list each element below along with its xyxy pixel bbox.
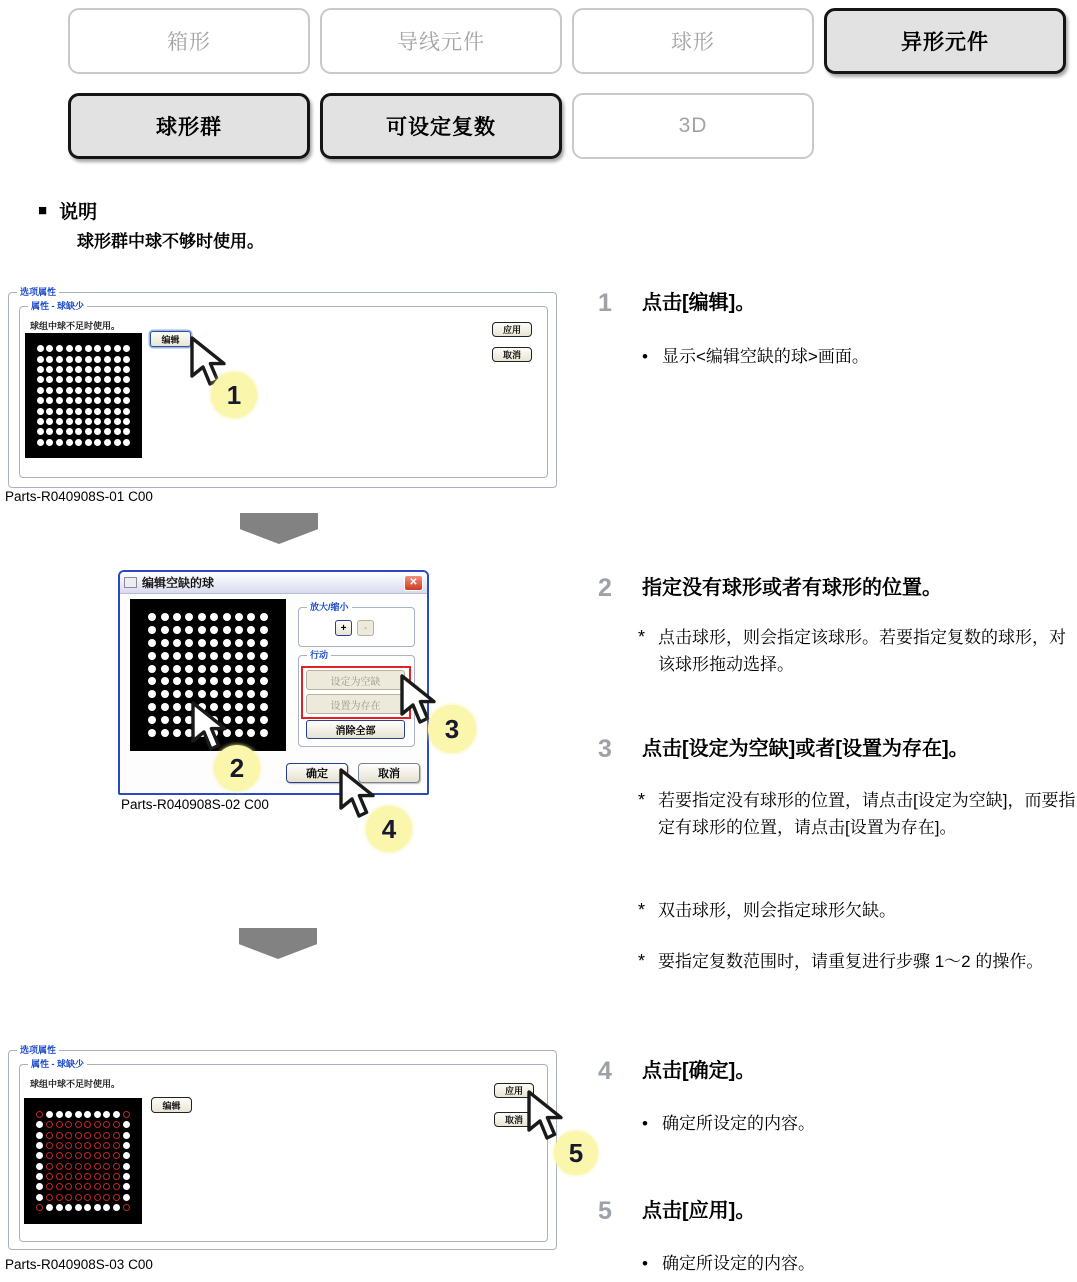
tab-3d[interactable]: 3D [572,93,814,159]
properties-panel-2 [8,1045,557,1250]
subpanel-group-label: 属性 - 球缺少 [28,301,87,312]
step-1 [598,290,755,317]
edit-missing-balls-dialog [118,570,429,795]
asterisk-icon: * [638,951,646,971]
step-title: 点击[应用]。 [642,1200,756,1222]
note-text: 确定所设定的内容。 [662,1114,815,1133]
callout-step-3: 3 [428,705,476,753]
asterisk-icon: * [638,790,646,810]
screenshot-caption-3: Parts-R040908S-03 C00 [5,1257,153,1272]
note-text: 若要指定没有球形的位置，请点击[设定为空缺]，而要指定有球形的位置，请点击[设置为存在]。 [658,791,1076,837]
step-5 [598,1198,755,1225]
bullet-icon: • [642,1254,648,1273]
clear-all-button[interactable]: 消除全部 [306,720,405,739]
step-2-note [638,624,1077,678]
description-heading-label: 说明 [59,202,98,223]
ok-button[interactable]: 确定 [286,763,348,783]
panel-group-label: 选项属性 [17,287,59,298]
step-4-note [642,1110,815,1137]
note-text: 确定所设定的内容。 [662,1254,815,1273]
step-2 [598,575,942,602]
step-4 [598,1058,755,1085]
dialog-titlebar [120,572,427,594]
step-3-note-3 [638,948,1077,975]
step-5-note [642,1250,815,1277]
window-icon [124,577,137,588]
step-3-note-1 [638,787,1077,841]
properties-panel-1 [8,287,557,488]
step-number: 1 [598,289,612,317]
subpanel-group-label: 属性 - 球缺少 [28,1059,87,1070]
step-number: 3 [598,735,612,763]
tab-multiple-settable[interactable]: 可设定复数 [320,93,562,159]
tab-sphere[interactable]: 球形 [572,8,814,74]
zoom-in-button[interactable]: + [335,620,352,636]
step-3 [598,736,969,763]
cancel-button[interactable]: 取消 [492,347,532,362]
asterisk-icon: * [638,627,646,647]
screenshot-caption-2: Parts-R040908S-02 C00 [121,797,269,812]
set-missing-button[interactable]: 设定为空缺 [306,670,405,690]
step-title: 点击[确定]。 [642,1060,756,1082]
bullet-icon: • [642,347,648,366]
screenshot-caption-1: Parts-R040908S-01 C00 [5,489,153,504]
step-number: 4 [598,1057,612,1085]
flow-down-arrow-icon [239,928,317,959]
description-heading [38,197,97,224]
tab-odd-form-component[interactable]: 异形元件 [824,8,1066,74]
callout-step-5: 5 [554,1131,598,1175]
tab-box-shape[interactable]: 箱形 [68,8,310,74]
callout-step-2: 2 [214,745,260,791]
note-text: 显示<编辑空缺的球>画面。 [662,347,869,366]
instruction-column [598,290,1077,1282]
tab-lead-component[interactable]: 导线元件 [320,8,562,74]
ball-grid-full[interactable] [25,333,142,458]
step-title: 点击[设定为空缺]或者[设置为存在]。 [642,738,969,760]
tab-sphere-group[interactable]: 球形群 [68,93,310,159]
note-text: 双击球形，则会指定球形欠缺。 [658,901,896,920]
panel-group-label: 选项属性 [17,1045,59,1056]
bullet-icon: • [642,1114,648,1133]
note-text: 要指定复数范围时，请重复进行步骤 1～2 的操作。 [658,952,1044,971]
step-title: 点击[编辑]。 [642,292,756,314]
square-bullet-icon: ■ [38,202,48,219]
apply-button[interactable]: 应用 [492,322,532,337]
step-number: 5 [598,1197,612,1225]
callout-step-4: 4 [366,806,412,852]
apply-button[interactable]: 应用 [494,1083,534,1098]
cancel-button[interactable]: 取消 [494,1112,534,1127]
zoom-out-button[interactable]: - [357,620,374,636]
panel-hint-text: 球组中球不足时使用。 [30,321,121,331]
step-title: 指定没有球形或者有球形的位置。 [642,577,942,599]
dialog-cancel-button[interactable]: 取消 [358,763,420,783]
step-1-note [642,343,869,370]
description-body: 球形群中球不够时使用。 [77,232,264,251]
step-3-note-2 [638,897,896,924]
panel-hint-text: 球组中球不足时使用。 [30,1079,121,1089]
edit-button[interactable]: 编辑 [151,1097,192,1113]
dialog-title: 编辑空缺的球 [142,575,215,590]
zoom-group [298,602,415,647]
close-icon[interactable]: ✕ [404,575,423,591]
asterisk-icon: * [638,900,646,920]
callout-step-1: 1 [211,372,257,418]
ball-grid-edited[interactable] [24,1098,142,1224]
step-number: 2 [598,574,612,602]
zoom-group-label: 放大/缩小 [307,602,352,613]
note-text: 点击球形，则会指定该球形。若要指定复数的球形，对该球形拖动选择。 [658,628,1066,674]
flow-down-arrow-icon [240,513,318,544]
edit-button[interactable]: 编辑 [150,331,191,347]
set-present-button[interactable]: 设置为存在 [306,694,405,714]
action-group-label: 行动 [307,650,331,661]
